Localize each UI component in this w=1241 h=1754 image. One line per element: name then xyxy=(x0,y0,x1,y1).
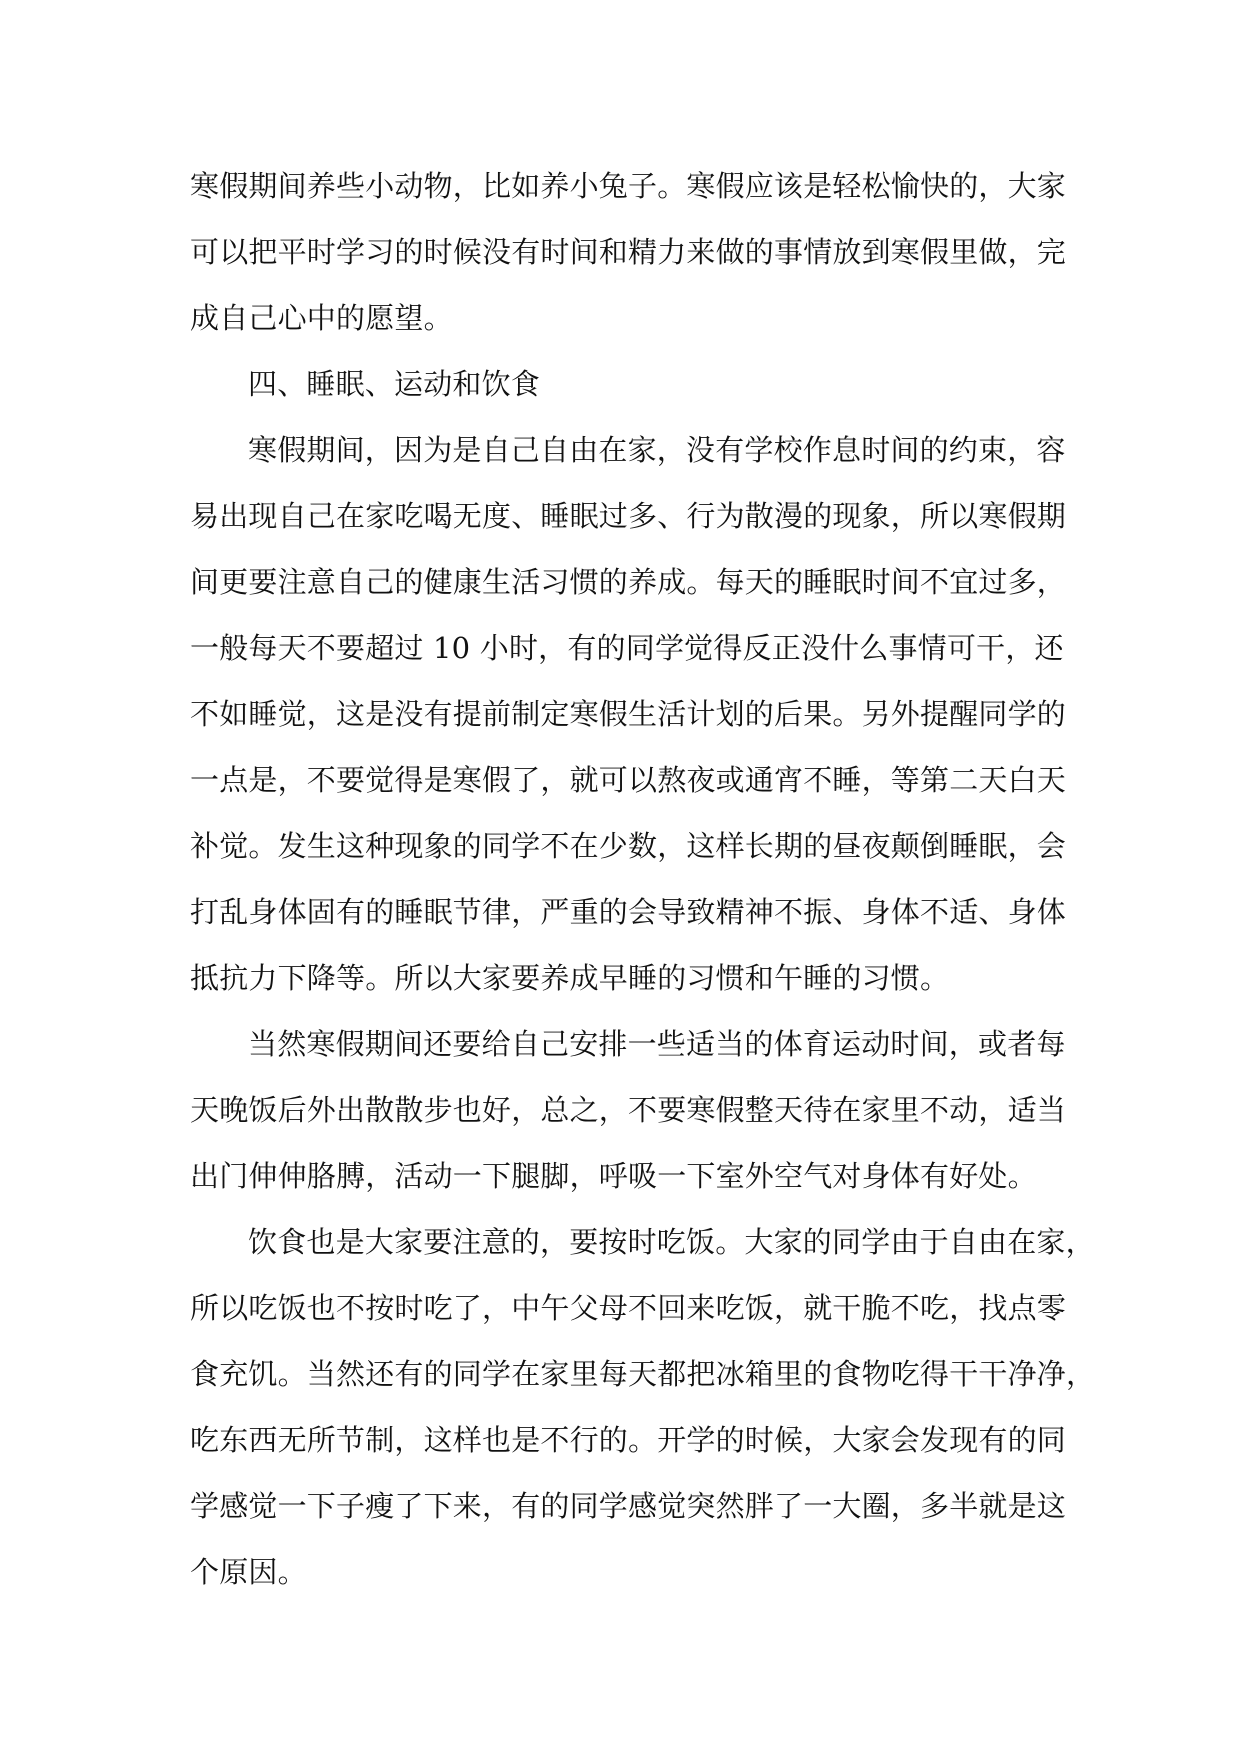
body-text-line: 学感觉一下子瘦了下来，有的同学感觉突然胖了一大圈，多半就是这 xyxy=(190,1489,1067,1523)
body-text-line: 抵抗力下降等。所以大家要养成早睡的习惯和午睡的习惯。 xyxy=(190,961,950,995)
body-text-line: 出门伸伸胳膊，活动一下腿脚，呼吸一下室外空气对身体有好处。 xyxy=(190,1159,1037,1193)
body-text-line: 寒假期间养些小动物，比如养小兔子。寒假应该是轻松愉快的，大家 xyxy=(190,169,1067,203)
body-text-line: 补觉。发生这种现象的同学不在少数，这样长期的昼夜颠倒睡眠，会 xyxy=(190,829,1067,863)
body-text-line: 一般每天不要超过 10 小时，有的同学觉得反正没什么事情可干，还 xyxy=(190,631,1064,665)
body-text-line: 间更要注意自己的健康生活习惯的养成。每天的睡眠时间不宜过多， xyxy=(190,565,1067,599)
body-text-line: 不如睡觉，这是没有提前制定寒假生活计划的后果。另外提醒同学的 xyxy=(190,697,1067,731)
section-heading: 四、睡眠、运动和饮食 xyxy=(248,367,541,401)
body-text-line: 可以把平时学习的时候没有时间和精力来做的事情放到寒假里做，完 xyxy=(190,235,1067,269)
body-text-line: 易出现自己在家吃喝无度、睡眠过多、行为散漫的现象，所以寒假期 xyxy=(190,499,1067,533)
paragraph-start-line: 当然寒假期间还要给自己安排一些适当的体育运动时间，或者每 xyxy=(248,1027,1066,1061)
body-text-line: 天晚饭后外出散散步也好，总之，不要寒假整天待在家里不动，适当 xyxy=(190,1093,1067,1127)
body-text-line: 食充饥。当然还有的同学在家里每天都把冰箱里的食物吃得干干净净， xyxy=(190,1357,1096,1391)
paragraph-start-line: 寒假期间，因为是自己自由在家，没有学校作息时间的约束，容 xyxy=(248,433,1066,467)
body-text-line: 一点是，不要觉得是寒假了，就可以熬夜或通宵不睡，等第二天白天 xyxy=(190,763,1067,797)
body-text-line: 打乱身体固有的睡眠节律，严重的会导致精神不振、身体不适、身体 xyxy=(190,895,1067,929)
body-text-line: 个原因。 xyxy=(190,1555,307,1589)
paragraph-start-line: 饮食也是大家要注意的，要按时吃饭。大家的同学由于自由在家， xyxy=(248,1225,1095,1259)
body-text-line: 吃东西无所节制，这样也是不行的。开学的时候，大家会发现有的同 xyxy=(190,1423,1067,1457)
body-text-line: 成自己心中的愿望。 xyxy=(190,301,453,335)
body-text-line: 所以吃饭也不按时吃了，中午父母不回来吃饭，就干脆不吃，找点零 xyxy=(190,1291,1067,1325)
